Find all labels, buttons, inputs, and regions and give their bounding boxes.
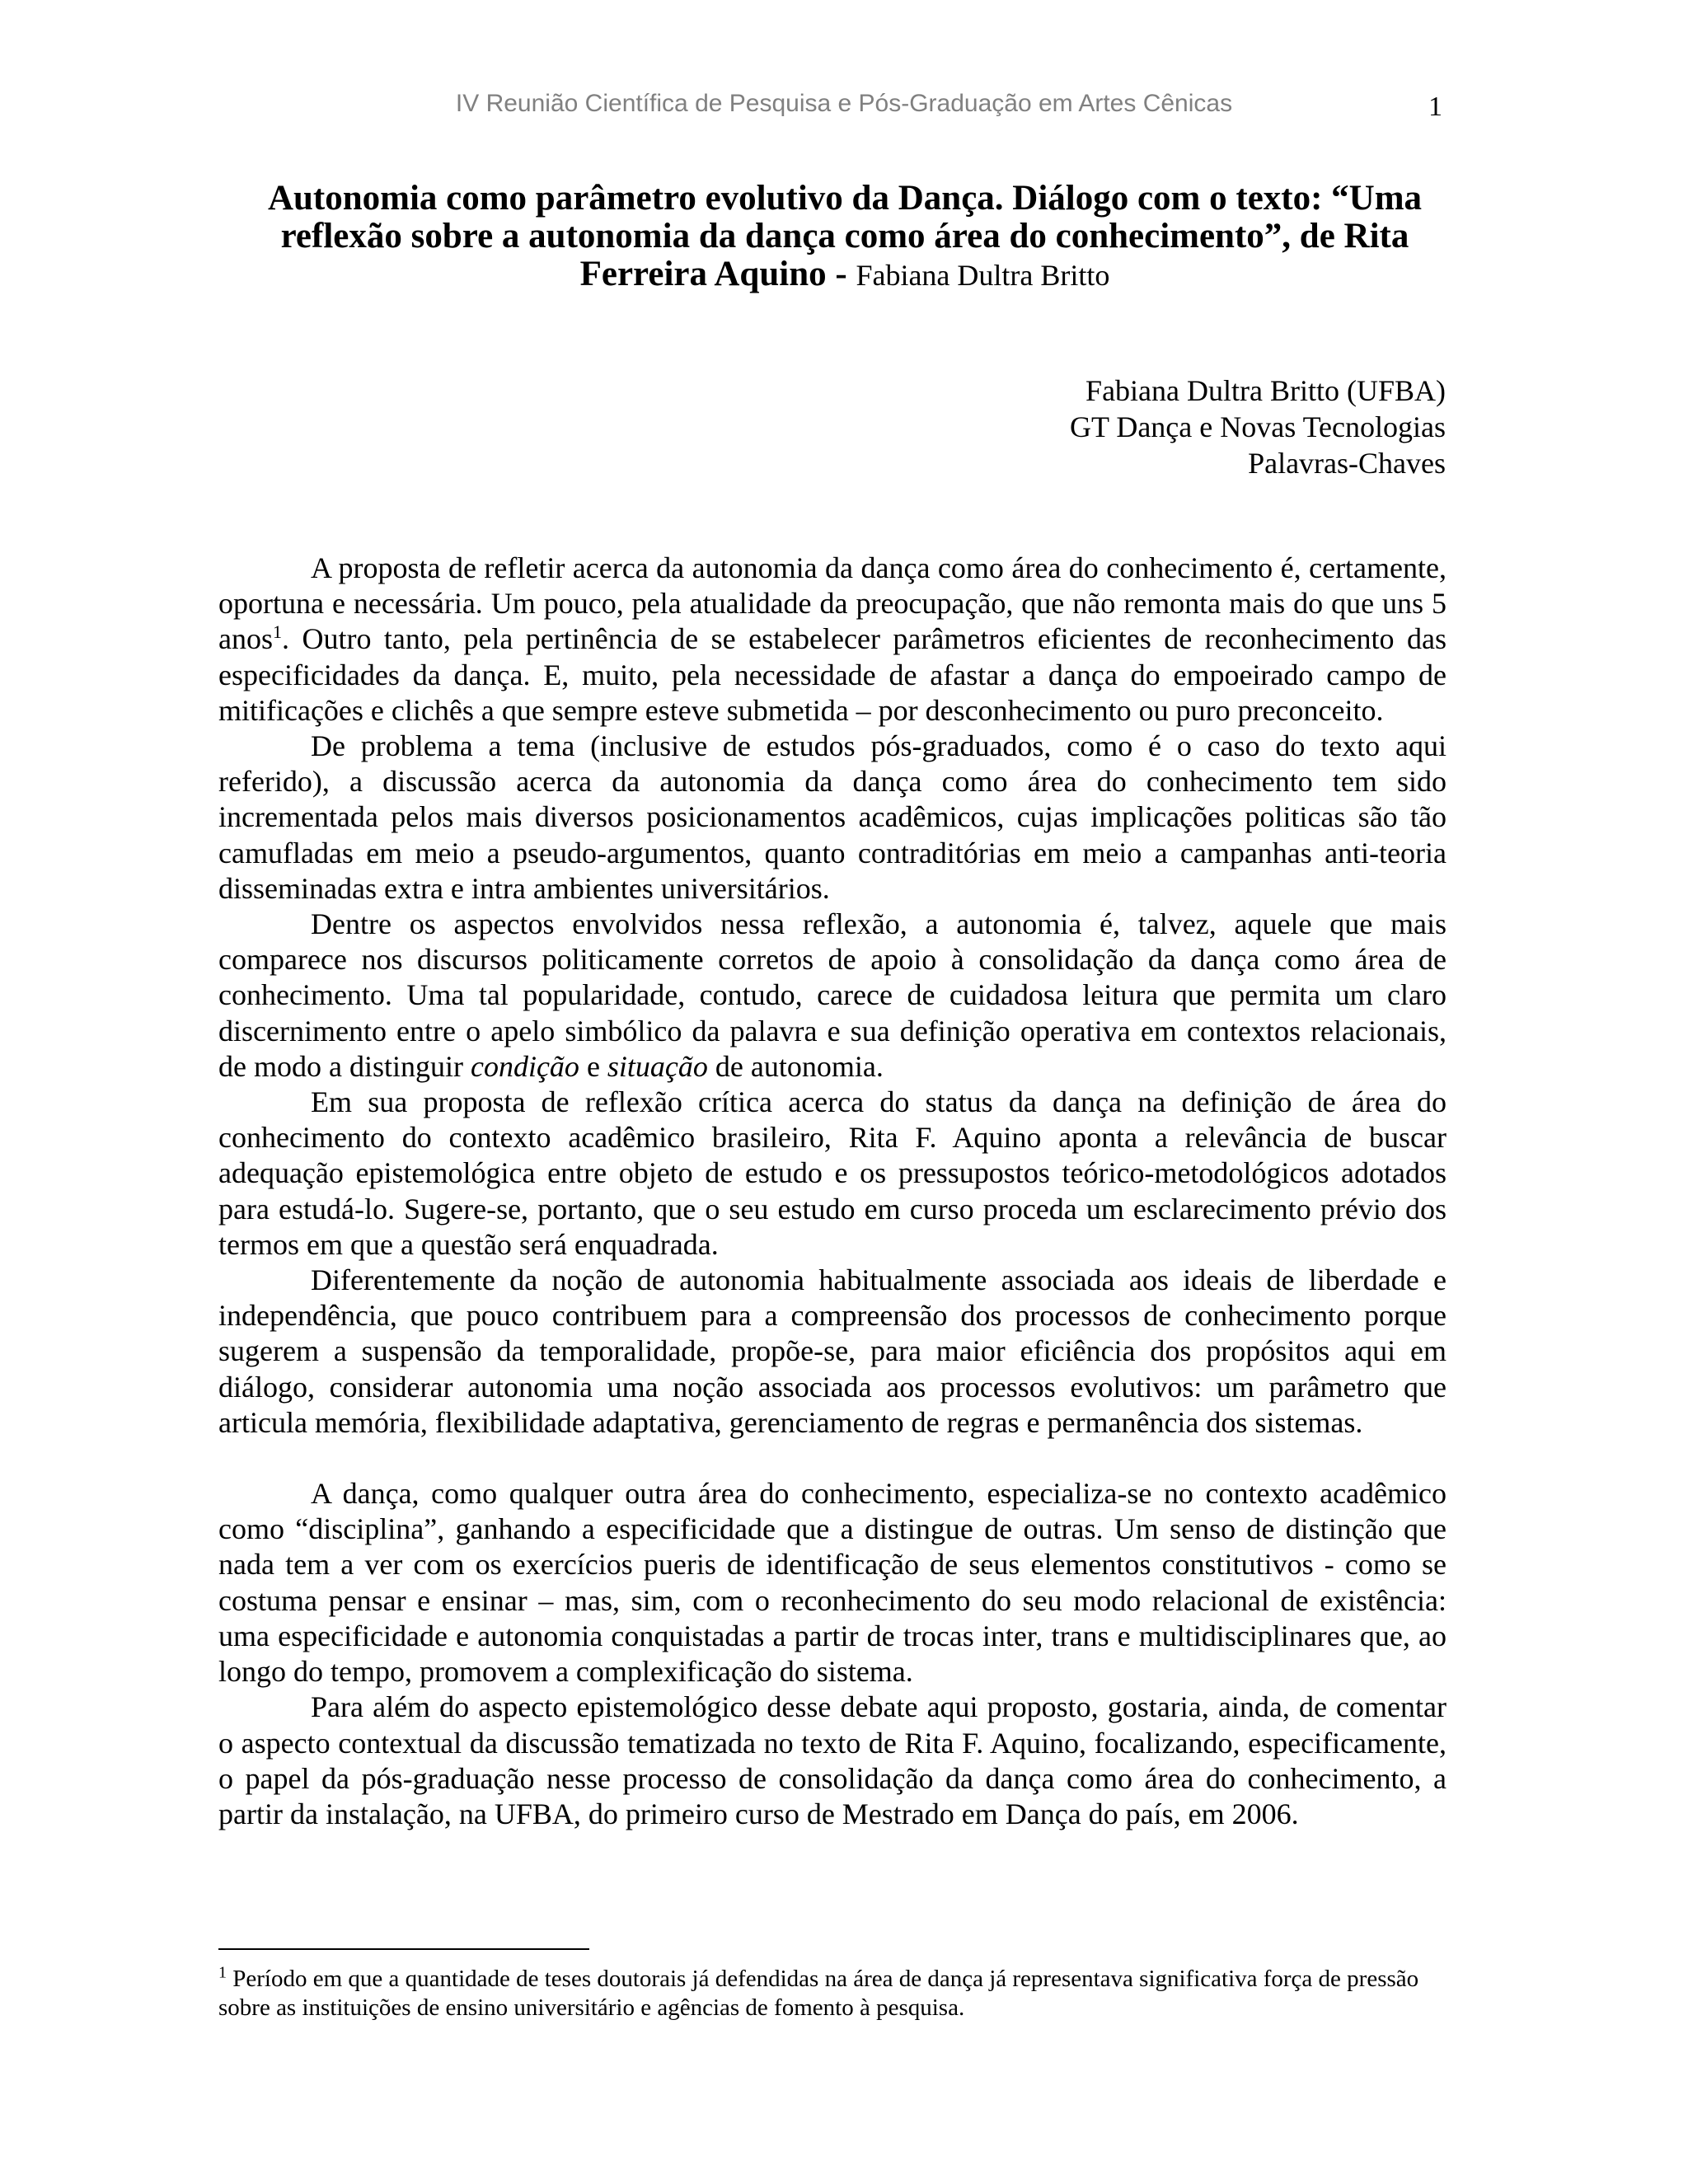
byline bbox=[1070, 373, 1446, 481]
title-text: Autonomia como parâmetro evolutivo da Dança. Diálogo com o texto: “Uma reflexão sobre a autonomia da dança como área do conhecimento”, de Rita Ferreira Aquino - bbox=[267, 179, 1423, 293]
p3-text-a: Dentre os aspectos envolvidos nessa reflexão, a autonomia é, talvez, aquele que mais comparece nos discursos politicamente corretos de apoio à consolidação da dança como área de conhecimento. Uma tal popularidade, contudo, carece de cuidadosa leitura que permita um claro discernimento entre o apelo simbólico da palavra e sua definição operativa em contextos relacionais, de modo a distinguir bbox=[218, 907, 1447, 1083]
footnote-text: Período em que a quantidade de teses doutorais já defendidas na área de dança já representava significativa força de pressão sobre as instituições de ensino universitário e agências de fomento à pesquisa. bbox=[218, 1966, 1419, 2021]
p3-text-c: de autonomia. bbox=[715, 1049, 884, 1083]
p3-emphasis-situacao: situação bbox=[607, 1049, 708, 1083]
paragraph-5: Diferentemente da noção de autonomia habitualmente associada aos ideais de liberdade e independência, que pouco contribuem para a compreensão dos processos de conhecimento porque sugerem a suspensão da temporalidade, propõe-se, para maior eficiência dos propósitos aqui em diálogo, considerar autonomia uma noção associada aos processos evolutivos: um parâmetro que articula memória, flexibilidade adaptativa, gerenciamento de regras e permanência dos sistemas. bbox=[218, 1263, 1447, 1439]
paragraph-6: A dança, como qualquer outra área do conhecimento, especializa-se no contexto acadêmico como “disciplina”, ganhando a especificidade que a distingue de outras. Um senso de distinção que nada tem a ver com os exercícios pueris de identificação de seus elementos constitutivos - como se costuma pensar e ensinar – mas, sim, com o reconhecimento do seu modo relacional de existência: uma especificidade e autonomia conquistadas a partir de trocas inter, trans e multidisciplinares que, ao longo do tempo, promovem a complexificação do sistema. bbox=[218, 1477, 1447, 1689]
paragraph-4: Em sua proposta de reflexão crítica acerca do status da dança na definição de área do conhecimento do contexto acadêmico brasileiro, Rita F. Aquino aponta a relevância de buscar adequação epistemológica entre objeto de estudo e os pressupostos teórico-metodológicos adotados para estudá-lo. Sugere-se, portanto, que o seu estudo em curso proceda um esclarecimento prévio dos termos em que a questão será enquadrada. bbox=[218, 1085, 1447, 1261]
title-author: Fabiana Dultra Britto bbox=[856, 259, 1110, 292]
p3-text-b: e bbox=[586, 1049, 600, 1083]
footnote bbox=[218, 1965, 1447, 2022]
body-text bbox=[218, 551, 1447, 1832]
p1-text-a: A proposta de refletir acerca da autonomia da dança como área do conhecimento é, certamente, oportuna e necessária. Um pouco, pela atualidade da preocupação, que não remonta mais do que uns 5 anos bbox=[218, 551, 1447, 656]
footnote-divider bbox=[218, 1948, 589, 1950]
p1-text-b: . Outro tanto, pela pertinência de se estabelecer parâmetros eficientes de reconhecimento das especificidades da dança. E, muito, pela necessidade de afastar a dança do empoeirado campo de mitificações e clichês a que sempre esteve submetida – por desconhecimento ou puro preconceito. bbox=[218, 622, 1447, 727]
running-header: IV Reunião Científica de Pesquisa e Pós-Graduação em Artes Cênicas bbox=[455, 90, 1233, 117]
paragraph-7: Para além do aspecto epistemológico desse debate aqui proposto, gostaria, ainda, de comentar o aspecto contextual da discussão tematizada no texto de Rita F. Aquino, focalizando, especificamente, o papel da pós-graduação nesse processo de consolidação da dança como área do conhecimento, a partir da instalação, na UFBA, do primeiro curso de Mestrado em Dança do país, em 2006. bbox=[218, 1690, 1447, 1830]
p3-emphasis-condicao: condição bbox=[470, 1049, 579, 1083]
page-number: 1 bbox=[1428, 91, 1442, 122]
paragraph-1 bbox=[218, 551, 1447, 729]
paragraph-2: De problema a tema (inclusive de estudos pós-graduados, como é o caso do texto aqui referido), a discussão acerca da autonomia da dança como área do conhecimento tem sido incrementada pelos mais diversos posicionamentos acadêmicos, cujas implicações politicas são tão camufladas em meio a pseudo-argumentos, quanto contraditórias em meio a campanhas anti-teoria disseminadas extra e intra ambientes universitários. bbox=[218, 729, 1447, 905]
paragraph-3 bbox=[218, 907, 1447, 1085]
byline-keywords: Palavras-Chaves bbox=[1248, 447, 1446, 480]
document-title bbox=[218, 180, 1471, 294]
byline-group: GT Dança e Novas Tecnologias bbox=[1069, 410, 1446, 443]
byline-author: Fabiana Dultra Britto (UFBA) bbox=[1085, 374, 1446, 407]
footnote-ref: 1 bbox=[273, 621, 282, 643]
footnote-number: 1 bbox=[218, 1963, 227, 1982]
